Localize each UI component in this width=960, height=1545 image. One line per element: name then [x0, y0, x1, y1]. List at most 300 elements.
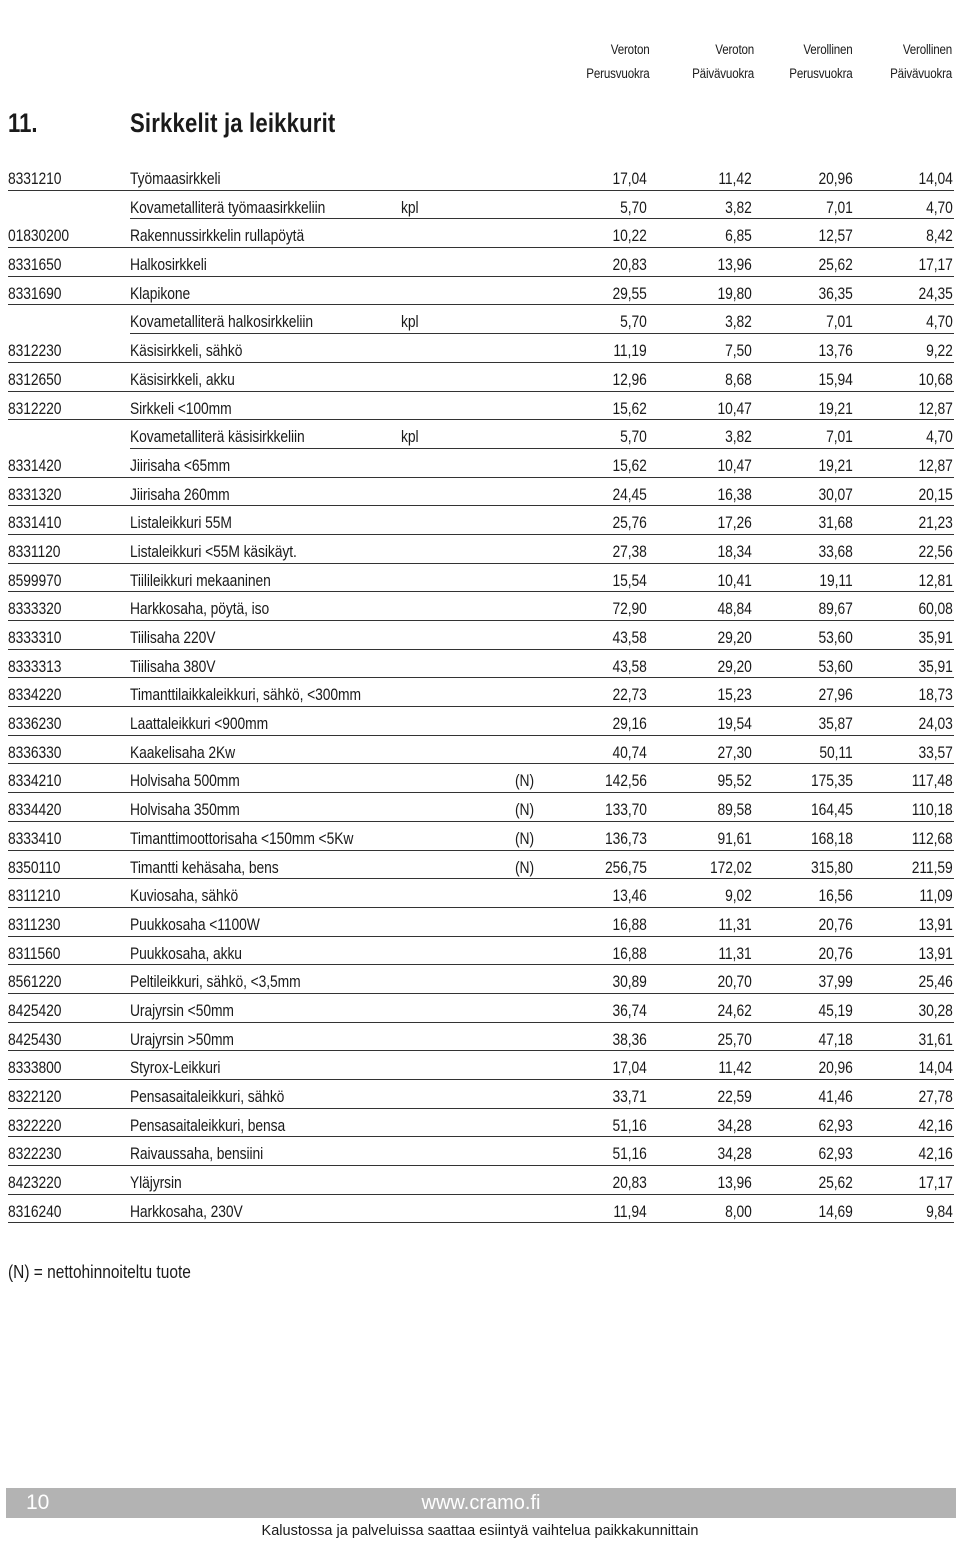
product-name: Timanttilaikkaleikkuri, sähkö, <300mm [130, 686, 361, 705]
price-veroton-paivavuokra: 13,96 [717, 1174, 752, 1193]
table-row [0, 739, 960, 768]
price-veroton-perusvuokra: 36,74 [612, 1001, 647, 1020]
price-veroton-perusvuokra: 43,58 [612, 629, 647, 647]
product-code: 8331320 [8, 485, 62, 504]
price-veroton-perusvuokra: 29,55 [612, 284, 647, 303]
price-verollinen-perusvuokra: 50,11 [819, 743, 853, 762]
price-verollinen-paivavuokra: 35,91 [918, 629, 953, 647]
price-veroton-paivavuokra: 18,34 [717, 542, 752, 561]
price-verollinen-paivavuokra: 35,91 [918, 657, 953, 676]
table-row [0, 337, 960, 366]
table-row [0, 395, 960, 424]
price-veroton-paivavuokra: 11,31 [718, 915, 752, 934]
price-veroton-perusvuokra: 27,38 [612, 542, 647, 561]
price-verollinen-paivavuokra: 60,08 [918, 600, 953, 619]
price-veroton-paivavuokra: 34,28 [717, 1116, 752, 1135]
product-name: Kuviosaha, sähkö [130, 887, 239, 906]
price-veroton-paivavuokra: 29,20 [717, 657, 752, 676]
row-divider [8, 964, 954, 965]
table-row [0, 509, 960, 538]
product-code: 8312230 [8, 342, 62, 361]
product-name: Styrox-Leikkuri [130, 1059, 221, 1078]
product-name: Tiilisaha 220V [130, 629, 216, 647]
product-code: 8336230 [8, 715, 62, 734]
product-code: 8425430 [8, 1030, 62, 1049]
product-code: 8312220 [8, 399, 62, 418]
product-code: 8350110 [8, 858, 61, 877]
website-link[interactable]: www.cramo.fi [421, 1492, 541, 1514]
price-veroton-perusvuokra: 12,96 [612, 370, 647, 389]
table-row [0, 308, 960, 337]
row-divider [8, 878, 954, 879]
product-code: 8322220 [8, 1116, 62, 1135]
price-veroton-paivavuokra: 48,84 [717, 600, 752, 619]
price-verollinen-paivavuokra: 30,28 [918, 1001, 953, 1020]
price-verollinen-perusvuokra: 19,11 [819, 571, 853, 590]
table-row [0, 280, 960, 309]
row-divider [8, 505, 954, 506]
table-row [0, 911, 960, 940]
price-veroton-paivavuokra: 3,82 [725, 428, 752, 447]
price-veroton-perusvuokra: 16,88 [612, 944, 647, 963]
price-verollinen-perusvuokra: 14,69 [818, 1202, 853, 1221]
price-verollinen-perusvuokra: 13,76 [818, 342, 853, 361]
product-code: 8561220 [8, 973, 62, 992]
product-name: Listaleikkuri 55M [130, 514, 232, 533]
product-name: Holvisaha 500mm [130, 772, 240, 791]
product-code: 8333410 [8, 829, 62, 848]
product-code: 8599970 [8, 571, 62, 590]
price-verollinen-perusvuokra: 53,60 [818, 657, 853, 676]
header-veroton-paivavuokra [692, 38, 754, 86]
price-veroton-perusvuokra: 40,74 [612, 743, 647, 762]
product-name: Pensasaitaleikkuri, bensa [130, 1116, 286, 1135]
row-divider [8, 649, 954, 650]
price-verollinen-paivavuokra: 42,16 [918, 1116, 953, 1135]
price-veroton-paivavuokra: 95,52 [717, 772, 752, 791]
row-divider [8, 1136, 954, 1137]
price-veroton-paivavuokra: 172,02 [710, 858, 752, 877]
footnote: (N) = nettohinnoiteltu tuote [8, 1262, 191, 1282]
price-veroton-perusvuokra: 11,19 [613, 342, 647, 361]
product-name: Kaakelisaha 2Kw [130, 743, 236, 762]
row-divider [8, 1194, 954, 1195]
price-veroton-perusvuokra: 72,90 [612, 600, 647, 619]
product-code: 8334420 [8, 801, 62, 820]
row-divider [130, 218, 954, 219]
price-verollinen-paivavuokra: 17,17 [918, 256, 953, 275]
product-name: Holvisaha 350mm [130, 801, 240, 820]
price-veroton-paivavuokra: 10,41 [717, 571, 752, 590]
price-verollinen-perusvuokra: 15,94 [818, 370, 853, 389]
product-code: 8334220 [8, 686, 62, 705]
product-name: Sirkkeli <100mm [130, 399, 232, 418]
price-verollinen-perusvuokra: 19,21 [818, 456, 853, 475]
row-divider [8, 821, 954, 822]
price-verollinen-paivavuokra: 9,84 [926, 1202, 953, 1221]
product-name: Kovametalliterä työmaasirkkeliin [130, 198, 326, 217]
product-code: 8322230 [8, 1145, 62, 1164]
header-line-2: Perusvuokra [789, 66, 853, 81]
price-veroton-paivavuokra: 19,80 [717, 284, 752, 303]
table-row [0, 882, 960, 911]
price-veroton-paivavuokra: 20,70 [717, 973, 752, 992]
product-name: Puukkosaha, akku [130, 944, 242, 963]
price-veroton-paivavuokra: 11,31 [718, 944, 752, 963]
price-verollinen-perusvuokra: 168,18 [811, 829, 853, 848]
price-verollinen-perusvuokra: 89,67 [818, 600, 853, 619]
table-row [0, 1140, 960, 1169]
product-name: Halkosirkkeli [130, 256, 207, 275]
price-veroton-paivavuokra: 13,96 [717, 256, 752, 275]
row-divider [8, 735, 954, 736]
price-verollinen-perusvuokra: 25,62 [818, 1174, 853, 1193]
net-price-flag: (N) [515, 829, 534, 848]
price-verollinen-paivavuokra: 22,56 [918, 542, 953, 561]
price-verollinen-paivavuokra: 18,73 [918, 686, 953, 705]
price-verollinen-paivavuokra: 117,48 [912, 772, 953, 791]
product-code: 8423220 [8, 1174, 62, 1193]
price-verollinen-perusvuokra: 7,01 [826, 313, 853, 332]
price-veroton-paivavuokra: 8,68 [725, 370, 752, 389]
price-veroton-perusvuokra: 24,45 [612, 485, 647, 504]
price-verollinen-perusvuokra: 47,18 [818, 1030, 853, 1049]
price-verollinen-perusvuokra: 19,21 [818, 399, 853, 418]
price-veroton-perusvuokra: 142,56 [605, 772, 647, 791]
price-veroton-perusvuokra: 16,88 [612, 915, 647, 934]
price-verollinen-paivavuokra: 17,17 [918, 1174, 953, 1193]
price-verollinen-perusvuokra: 25,62 [818, 256, 853, 275]
table-row [0, 653, 960, 682]
price-veroton-paivavuokra: 7,50 [725, 342, 752, 361]
product-code: 8311210 [8, 887, 61, 906]
table-row [0, 165, 960, 194]
table-row [0, 1026, 960, 1055]
price-verollinen-paivavuokra: 31,61 [918, 1030, 953, 1049]
row-divider [8, 391, 954, 392]
price-verollinen-paivavuokra: 42,16 [918, 1145, 953, 1164]
price-verollinen-perusvuokra: 20,96 [818, 170, 853, 188]
price-veroton-perusvuokra: 43,58 [612, 657, 647, 676]
table-row [0, 366, 960, 395]
price-veroton-paivavuokra: 8,00 [725, 1202, 752, 1221]
price-veroton-perusvuokra: 136,73 [605, 829, 647, 848]
product-code: 8425420 [8, 1001, 62, 1020]
product-code: 8333310 [8, 629, 62, 647]
row-divider [8, 1108, 954, 1109]
table-row [0, 624, 960, 653]
header-veroton-perusvuokra [587, 38, 650, 86]
price-verollinen-perusvuokra: 45,19 [818, 1001, 853, 1020]
price-verollinen-perusvuokra: 62,93 [818, 1145, 853, 1164]
price-verollinen-paivavuokra: 12,87 [918, 456, 953, 475]
unit: kpl [401, 428, 419, 447]
row-divider [8, 706, 954, 707]
product-code: 8316240 [8, 1202, 62, 1221]
price-table [0, 165, 960, 1226]
price-veroton-perusvuokra: 29,16 [612, 715, 647, 734]
price-veroton-paivavuokra: 24,62 [717, 1001, 752, 1020]
row-divider [8, 850, 954, 851]
price-verollinen-perusvuokra: 30,07 [818, 485, 853, 504]
price-veroton-paivavuokra: 27,30 [717, 743, 752, 762]
table-row [0, 968, 960, 997]
price-verollinen-paivavuokra: 21,23 [918, 514, 953, 533]
product-code: 8336330 [8, 743, 62, 762]
price-veroton-perusvuokra: 30,89 [612, 973, 647, 992]
price-veroton-perusvuokra: 13,46 [612, 887, 647, 906]
table-row [0, 825, 960, 854]
price-veroton-perusvuokra: 38,36 [612, 1030, 647, 1049]
row-divider [8, 993, 954, 994]
price-veroton-paivavuokra: 10,47 [717, 399, 752, 418]
price-verollinen-perusvuokra: 20,76 [818, 915, 853, 934]
product-code: 8322120 [8, 1088, 62, 1106]
row-divider [8, 620, 954, 621]
price-veroton-perusvuokra: 22,73 [612, 686, 647, 705]
price-veroton-perusvuokra: 5,70 [620, 428, 647, 447]
row-divider [8, 419, 954, 420]
product-name: Yläjyrsin [130, 1174, 182, 1193]
price-veroton-perusvuokra: 5,70 [620, 198, 647, 217]
price-verollinen-perusvuokra: 53,60 [818, 629, 853, 647]
section-number: 11. [8, 108, 38, 138]
price-verollinen-perusvuokra: 31,68 [818, 514, 853, 533]
price-veroton-paivavuokra: 11,42 [718, 1059, 752, 1078]
price-veroton-paivavuokra: 34,28 [717, 1145, 752, 1164]
price-verollinen-perusvuokra: 315,80 [811, 858, 853, 877]
unit: kpl [401, 313, 419, 332]
product-code: 8311560 [8, 944, 61, 963]
row-divider [8, 1050, 954, 1051]
price-veroton-perusvuokra: 133,70 [605, 801, 647, 820]
header-line-1: Verollinen [803, 42, 853, 57]
table-row [0, 595, 960, 624]
row-divider [130, 333, 954, 334]
row-divider [8, 304, 954, 305]
price-verollinen-paivavuokra: 14,04 [918, 1059, 953, 1078]
table-row [0, 854, 960, 883]
table-row [0, 1112, 960, 1141]
product-code: 8331410 [8, 514, 62, 533]
price-verollinen-paivavuokra: 12,87 [918, 399, 953, 418]
header-line-2: Perusvuokra [586, 66, 650, 81]
price-verollinen-paivavuokra: 8,42 [926, 227, 953, 246]
price-verollinen-perusvuokra: 164,45 [811, 801, 853, 820]
product-name: Klapikone [130, 284, 191, 303]
product-name: Tiilileikkuri mekaaninen [130, 571, 271, 590]
product-name: Kovametalliterä käsisirkkeliin [130, 428, 305, 447]
product-name: Raivaussaha, bensiini [130, 1145, 264, 1164]
product-name: Timantti kehäsaha, bens [130, 858, 279, 877]
product-code: 8331690 [8, 284, 62, 303]
footer-bar [6, 1488, 956, 1518]
price-verollinen-paivavuokra: 4,70 [926, 313, 953, 332]
price-verollinen-paivavuokra: 4,70 [926, 198, 953, 217]
section-heading [0, 108, 960, 148]
price-veroton-perusvuokra: 17,04 [612, 1059, 647, 1078]
price-verollinen-perusvuokra: 41,46 [818, 1088, 853, 1106]
product-name: Harkkosaha, 230V [130, 1202, 243, 1221]
price-veroton-paivavuokra: 19,54 [717, 715, 752, 734]
price-verollinen-perusvuokra: 27,96 [818, 686, 853, 705]
price-veroton-perusvuokra: 10,22 [612, 227, 647, 246]
product-name: Jiirisaha 260mm [130, 485, 230, 504]
net-price-flag: (N) [515, 858, 534, 877]
product-name: Laattaleikkuri <900mm [130, 715, 269, 734]
table-row [0, 1169, 960, 1198]
row-divider [8, 792, 954, 793]
price-verollinen-paivavuokra: 110,18 [912, 801, 953, 820]
product-name: Käsisirkkeli, akku [130, 370, 235, 389]
price-veroton-paivavuokra: 25,70 [717, 1030, 752, 1049]
header-line-1: Verollinen [902, 42, 952, 57]
table-row [0, 423, 960, 452]
row-divider [8, 936, 954, 937]
price-verollinen-paivavuokra: 11,09 [919, 887, 953, 906]
price-veroton-perusvuokra: 15,54 [612, 571, 647, 590]
unit: kpl [401, 198, 419, 217]
product-name: Pensasaitaleikkuri, sähkö [130, 1088, 285, 1106]
row-divider [8, 677, 954, 678]
row-divider [8, 1022, 954, 1023]
price-verollinen-perusvuokra: 20,76 [818, 944, 853, 963]
price-veroton-paivavuokra: 3,82 [725, 313, 752, 332]
price-verollinen-paivavuokra: 33,57 [918, 743, 953, 762]
table-row [0, 1083, 960, 1112]
product-name: Listaleikkuri <55M käsikäyt. [130, 542, 297, 561]
price-verollinen-perusvuokra: 33,68 [818, 542, 853, 561]
product-name: Jiirisaha <65mm [130, 456, 231, 475]
row-divider [8, 1222, 954, 1223]
header-line-1: Veroton [715, 42, 754, 57]
price-verollinen-paivavuokra: 9,22 [926, 342, 953, 361]
table-row [0, 1054, 960, 1083]
product-name: Urajyrsin <50mm [130, 1001, 234, 1020]
header-verollinen-paivavuokra [890, 38, 952, 86]
product-name: Työmaasirkkeli [130, 170, 221, 188]
price-verollinen-paivavuokra: 4,70 [926, 428, 953, 447]
price-veroton-paivavuokra: 17,26 [717, 514, 752, 533]
table-row [0, 538, 960, 567]
price-veroton-paivavuokra: 3,82 [725, 198, 752, 217]
price-verollinen-paivavuokra: 112,68 [912, 829, 953, 848]
header-line-1: Veroton [611, 42, 650, 57]
row-divider [8, 276, 954, 277]
row-divider [8, 477, 954, 478]
price-verollinen-perusvuokra: 7,01 [826, 428, 853, 447]
price-verollinen-perusvuokra: 20,96 [818, 1059, 853, 1078]
price-verollinen-paivavuokra: 25,46 [918, 973, 953, 992]
product-code: 8331120 [8, 542, 61, 561]
table-row [0, 767, 960, 796]
product-name: Tiilisaha 380V [130, 657, 216, 676]
price-veroton-perusvuokra: 25,76 [612, 514, 647, 533]
price-veroton-paivavuokra: 15,23 [717, 686, 752, 705]
product-name: Urajyrsin >50mm [130, 1030, 234, 1049]
product-name: Rakennussirkkelin rullapöytä [130, 227, 305, 246]
product-name: Timanttimoottorisaha <150mm <5Kw [130, 829, 354, 848]
net-price-flag: (N) [515, 801, 534, 820]
price-veroton-paivavuokra: 91,61 [717, 829, 752, 848]
row-divider [8, 247, 954, 248]
price-verollinen-paivavuokra: 211,59 [912, 858, 953, 877]
price-verollinen-perusvuokra: 62,93 [818, 1116, 853, 1135]
product-code: 8331210 [8, 170, 62, 188]
product-code: 8333800 [8, 1059, 62, 1078]
product-code: 01830200 [8, 227, 70, 246]
net-price-flag: (N) [515, 772, 534, 791]
price-veroton-paivavuokra: 9,02 [725, 887, 752, 906]
price-veroton-paivavuokra: 29,20 [717, 629, 752, 647]
row-divider [8, 563, 954, 564]
disclaimer: Kalustossa ja palveluissa saattaa esiintyä vaihtelua paikkakunnittain [261, 1523, 699, 1539]
page-number: 10 [26, 1491, 50, 1514]
price-veroton-paivavuokra: 6,85 [725, 227, 752, 246]
table-row [0, 481, 960, 510]
price-verollinen-paivavuokra: 24,03 [918, 715, 953, 734]
price-veroton-perusvuokra: 15,62 [612, 456, 647, 475]
table-row [0, 997, 960, 1026]
row-divider [130, 448, 954, 449]
product-name: Harkkosaha, pöytä, iso [130, 600, 270, 619]
price-veroton-perusvuokra: 51,16 [612, 1116, 647, 1135]
product-code: 8312650 [8, 370, 62, 389]
row-divider [8, 591, 954, 592]
price-veroton-perusvuokra: 51,16 [612, 1145, 647, 1164]
price-verollinen-paivavuokra: 24,35 [918, 284, 953, 303]
price-verollinen-perusvuokra: 16,56 [818, 887, 853, 906]
table-row [0, 251, 960, 280]
product-name: Kovametalliterä halkosirkkeliin [130, 313, 314, 332]
price-verollinen-paivavuokra: 13,91 [918, 915, 953, 934]
row-divider [8, 362, 954, 363]
price-verollinen-perusvuokra: 36,35 [818, 284, 853, 303]
table-row [0, 222, 960, 251]
row-divider [8, 190, 954, 191]
header-verollinen-perusvuokra [790, 38, 853, 86]
product-name: Puukkosaha <1100W [130, 915, 260, 934]
price-veroton-paivavuokra: 16,38 [717, 485, 752, 504]
product-name: Peltileikkuri, sähkö, <3,5mm [130, 973, 301, 992]
price-verollinen-perusvuokra: 37,99 [818, 973, 853, 992]
header-line-2: Päivävuokra [691, 66, 754, 81]
price-verollinen-paivavuokra: 10,68 [918, 370, 953, 389]
product-code: 8333320 [8, 600, 62, 619]
price-veroton-paivavuokra: 89,58 [717, 801, 752, 820]
price-verollinen-paivavuokra: 27,78 [918, 1088, 953, 1106]
table-row [0, 681, 960, 710]
row-divider [8, 534, 954, 535]
price-veroton-perusvuokra: 20,83 [612, 256, 647, 275]
product-code: 8334210 [8, 772, 62, 791]
price-veroton-paivavuokra: 22,59 [717, 1088, 752, 1106]
price-verollinen-paivavuokra: 20,15 [918, 485, 953, 504]
table-row [0, 940, 960, 969]
price-veroton-perusvuokra: 33,71 [612, 1088, 647, 1106]
row-divider [8, 763, 954, 764]
product-code: 8331420 [8, 456, 62, 475]
price-veroton-perusvuokra: 17,04 [612, 170, 647, 188]
section-title: Sirkkelit ja leikkurit [130, 108, 336, 138]
table-row [0, 710, 960, 739]
price-verollinen-paivavuokra: 14,04 [918, 170, 953, 188]
price-verollinen-perusvuokra: 35,87 [818, 715, 853, 734]
price-verollinen-paivavuokra: 12,81 [918, 571, 953, 590]
table-row [0, 452, 960, 481]
row-divider [8, 1165, 954, 1166]
table-row [0, 796, 960, 825]
